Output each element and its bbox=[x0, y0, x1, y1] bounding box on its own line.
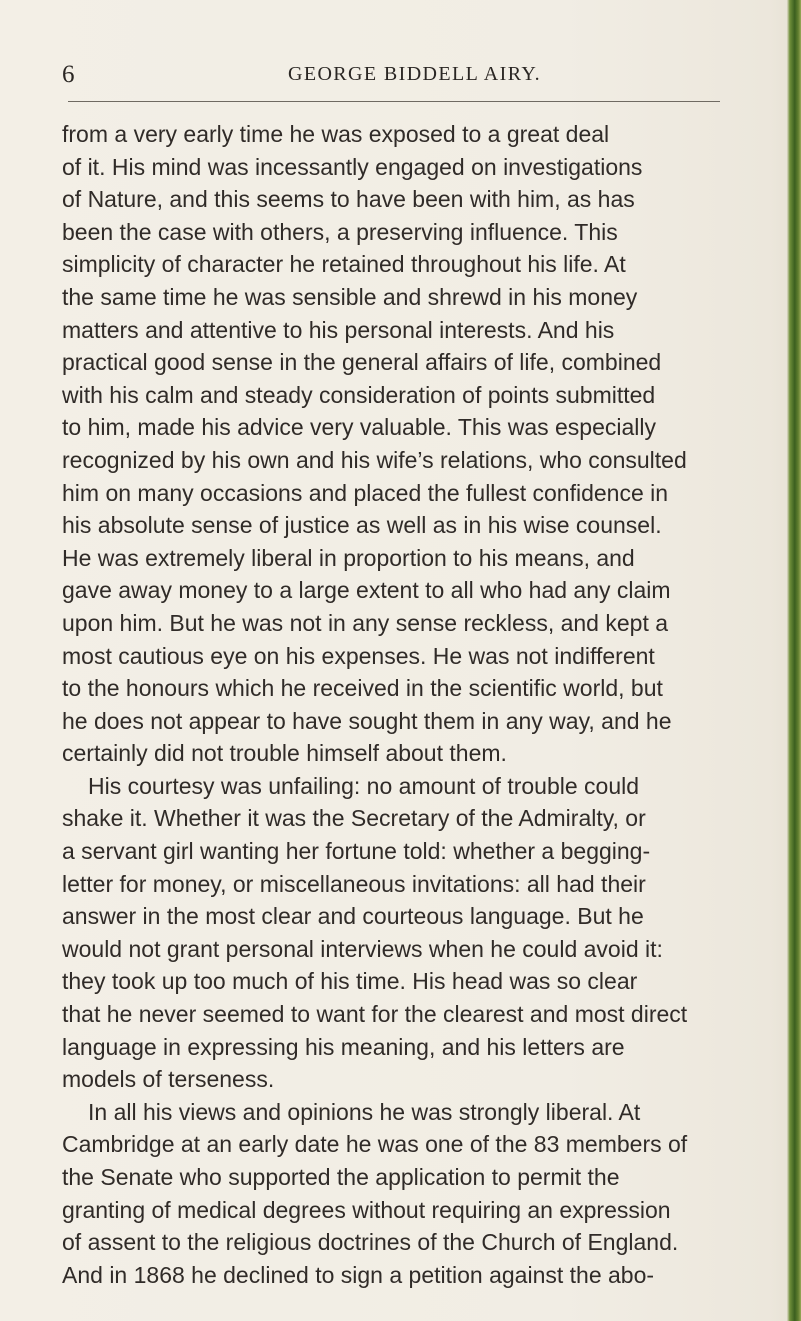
page-number: 6 bbox=[62, 61, 75, 88]
text-line: matters and attentive to his personal interests. And his bbox=[62, 316, 615, 343]
text-line: letter for money, or miscellaneous invitations: all had their bbox=[62, 870, 646, 897]
text-line: shake it. Whether it was the Secretary of the Admiralty, or bbox=[62, 805, 646, 832]
body-text bbox=[62, 118, 732, 1291]
text-line: a servant girl wanting her fortune told: whether a begging- bbox=[62, 838, 651, 865]
paragraph-first-line: In all his views and opinions he was strongly liberal. At bbox=[88, 1098, 641, 1125]
text-line: He was extremely liberal in proportion to his means, and bbox=[62, 544, 635, 571]
text-line: to the honours which he received in the scientific world, but bbox=[62, 675, 663, 702]
text-line: been the case with others, a preserving influence. This bbox=[62, 218, 618, 245]
text-line: gave away money to a large extent to all who had any claim bbox=[62, 577, 671, 604]
text-line: upon him. But he was not in any sense reckless, and kept a bbox=[62, 609, 669, 636]
text-line: they took up too much of his time. His head was so clear bbox=[62, 968, 638, 995]
text-line: most cautious eye on his expenses. He was not indifferent bbox=[62, 642, 655, 669]
text-line: of it. His mind was incessantly engaged on investigations bbox=[62, 153, 643, 180]
text-line: the same time he was sensible and shrewd in his money bbox=[62, 283, 638, 310]
text-line: granting of medical degrees without requiring an expression bbox=[62, 1196, 671, 1223]
text-line: certainly did not trouble himself about them. bbox=[62, 740, 507, 767]
text-line: his absolute sense of justice as well as in his wise counsel. bbox=[62, 512, 662, 539]
text-line: of Nature, and this seems to have been with him, as has bbox=[62, 186, 635, 213]
text-line: models of terseness. bbox=[62, 1066, 275, 1093]
text-line: that he never seemed to want for the clearest and most direct bbox=[62, 1001, 688, 1028]
text-line: him on many occasions and placed the fullest confidence in bbox=[62, 479, 669, 506]
text-line: to him, made his advice very valuable. This was especially bbox=[62, 414, 657, 441]
text-line: practical good sense in the general affairs of life, combined bbox=[62, 349, 662, 376]
text-line: simplicity of character he retained throughout his life. At bbox=[62, 251, 626, 278]
text-line: with his calm and steady consideration of points submitted bbox=[62, 381, 656, 408]
text-line: answer in the most clear and courteous language. But he bbox=[62, 903, 644, 930]
page-edge-decoration bbox=[787, 0, 801, 1321]
text-line: Cambridge at an early date he was one of the 83 members of bbox=[62, 1131, 688, 1158]
text-line: the Senate who supported the application to permit the bbox=[62, 1164, 620, 1190]
paragraph-first-line: His courtesy was unfailing: no amount of trouble could bbox=[88, 772, 640, 799]
text-line: And in 1868 he declined to sign a petition against the abo- bbox=[62, 1261, 655, 1288]
text-line: would not grant personal interviews when he could avoid it: bbox=[62, 935, 663, 962]
running-head bbox=[62, 61, 722, 101]
text-line: from a very early time he was exposed to a great deal bbox=[62, 121, 610, 147]
text-line: language in expressing his meaning, and his letters are bbox=[62, 1033, 625, 1060]
text-line: recognized by his own and his wife’s relations, who consulted bbox=[62, 446, 687, 473]
running-title: GEORGE BIDDELL AIRY. bbox=[288, 63, 541, 85]
text-line: he does not appear to have sought them in any way, and he bbox=[62, 707, 672, 734]
header-rule bbox=[68, 101, 720, 102]
text-line: of assent to the religious doctrines of the Church of England. bbox=[62, 1229, 679, 1256]
